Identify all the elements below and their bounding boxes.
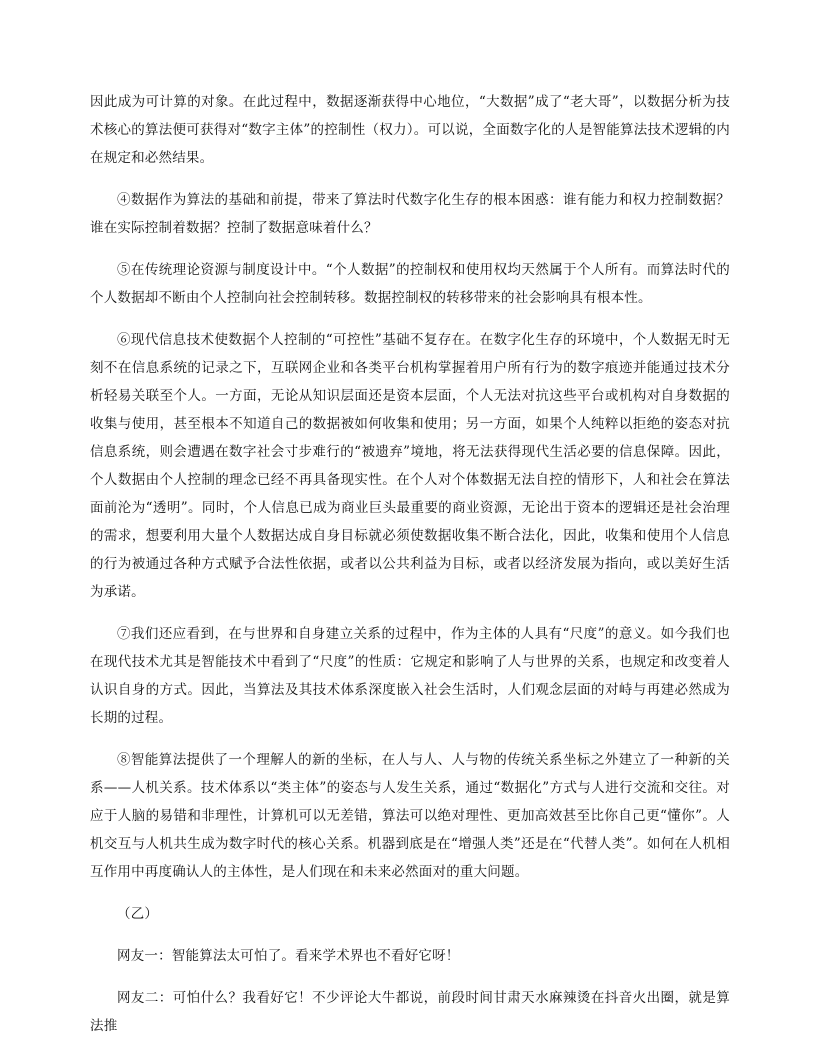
paragraph-7: ⑦我们还应看到，在与世界和自身建立关系的过程中，作为主体的人具有“尺度”的意义。如今我们也在现代技术尤其是智能技术中看到了“尺度”的性质：它规定和影响了人与世界的关系，也规定和改变着人认识自身的方式。因此，当算法及其技术体系深度嵌入社会生活时，人们观念层面的对峙与再建必然成为长期的过程。 xyxy=(90,626,730,726)
paragraph-4: ④数据作为算法的基础和前提，带来了算法时代数字化生存的根本困惑：谁有能力和权力控制数据？谁在实际控制着数据？控制了数据意味着什么？ xyxy=(90,192,730,236)
netizen-two-comment: 网友二：可怕什么？我看好它！不少评论大牛都说，前段时间甘肃天水麻辣烫在抖音火出圈，就是算法推 xyxy=(90,990,730,1034)
section-heading-yi: （乙） xyxy=(117,906,159,922)
netizen-one-comment: 网友一：智能算法太可怕了。看来学术界也不看好它呀！ xyxy=(117,948,460,964)
document-page xyxy=(90,88,730,1054)
paragraph-8: ⑧智能算法提供了一个理解人的新的坐标，在人与人、人与物的传统关系坐标之外建立了一种新的关系——人机关系。技术体系以“类主体”的姿态与人发生关系，通过“数据化”方式与人进行交流和交往。对应于人脑的易错和非理性，计算机可以无差错，算法可以绝对理性、更加高效甚至比你自己更“懂你”。人机交互与人机共生成为数字时代的核心关系。机器到底是在“增强人类”还是在“代替人类”。如何在人机相互作用中再度确认人的主体性，是人们现在和未来必然面对的重大问题。 xyxy=(90,752,730,880)
paragraph-6: ⑥现代信息技术使数据个人控制的“可控性”基础不复存在。在数字化生存的环境中，个人数据无时无刻不在信息系统的记录之下，互联网企业和各类平台机构掌握着用户所有行为的数字痕迹并能通过技术分析轻易关联至个人。一方面，无论从知识层面还是资本层面，个人无法对抗这些平台或机构对自身数据的收集与使用，甚至根本不知道自己的数据被如何收集和使用；另一方面，如果个人纯粹以拒绝的姿态对抗信息系统，则会遭遇在数字社会寸步难行的“被遗弃”境地，将无法获得现代生活必要的信息保障。因此，个人数据由个人控制的理念已经不再具备现实性。在个人对个体数据无法自控的情形下，人和社会在算法面前沦为“透明”。同时，个人信息已成为商业巨头最重要的商业资源，无论出于资本的逻辑还是社会治理的需求，想要利用大量个人数据达成自身目标就必须使数据收集不断合法化，因此，收集和使用个人信息的行为被通过各种方式赋予合法性依据，或者以公共利益为目标，或者以经济发展为指向，或以美好生活为承诺。 xyxy=(90,332,730,600)
paragraph-continuation: 因此成为可计算的对象。在此过程中，数据逐渐获得中心地位，“大数据”成了“老大哥”，以数据分析为技术核心的算法便可获得对“数字主体”的控制性（权力）。可以说，全面数字化的人是智能算法技术逻辑的内在规定和必然结果。 xyxy=(90,94,730,166)
paragraph-5: ⑤在传统理论资源与制度设计中。“个人数据”的控制权和使用权均天然属于个人所有。而算法时代的个人数据却不断由个人控制向社会控制转移。数据控制权的转移带来的社会影响具有根本性。 xyxy=(90,262,730,306)
